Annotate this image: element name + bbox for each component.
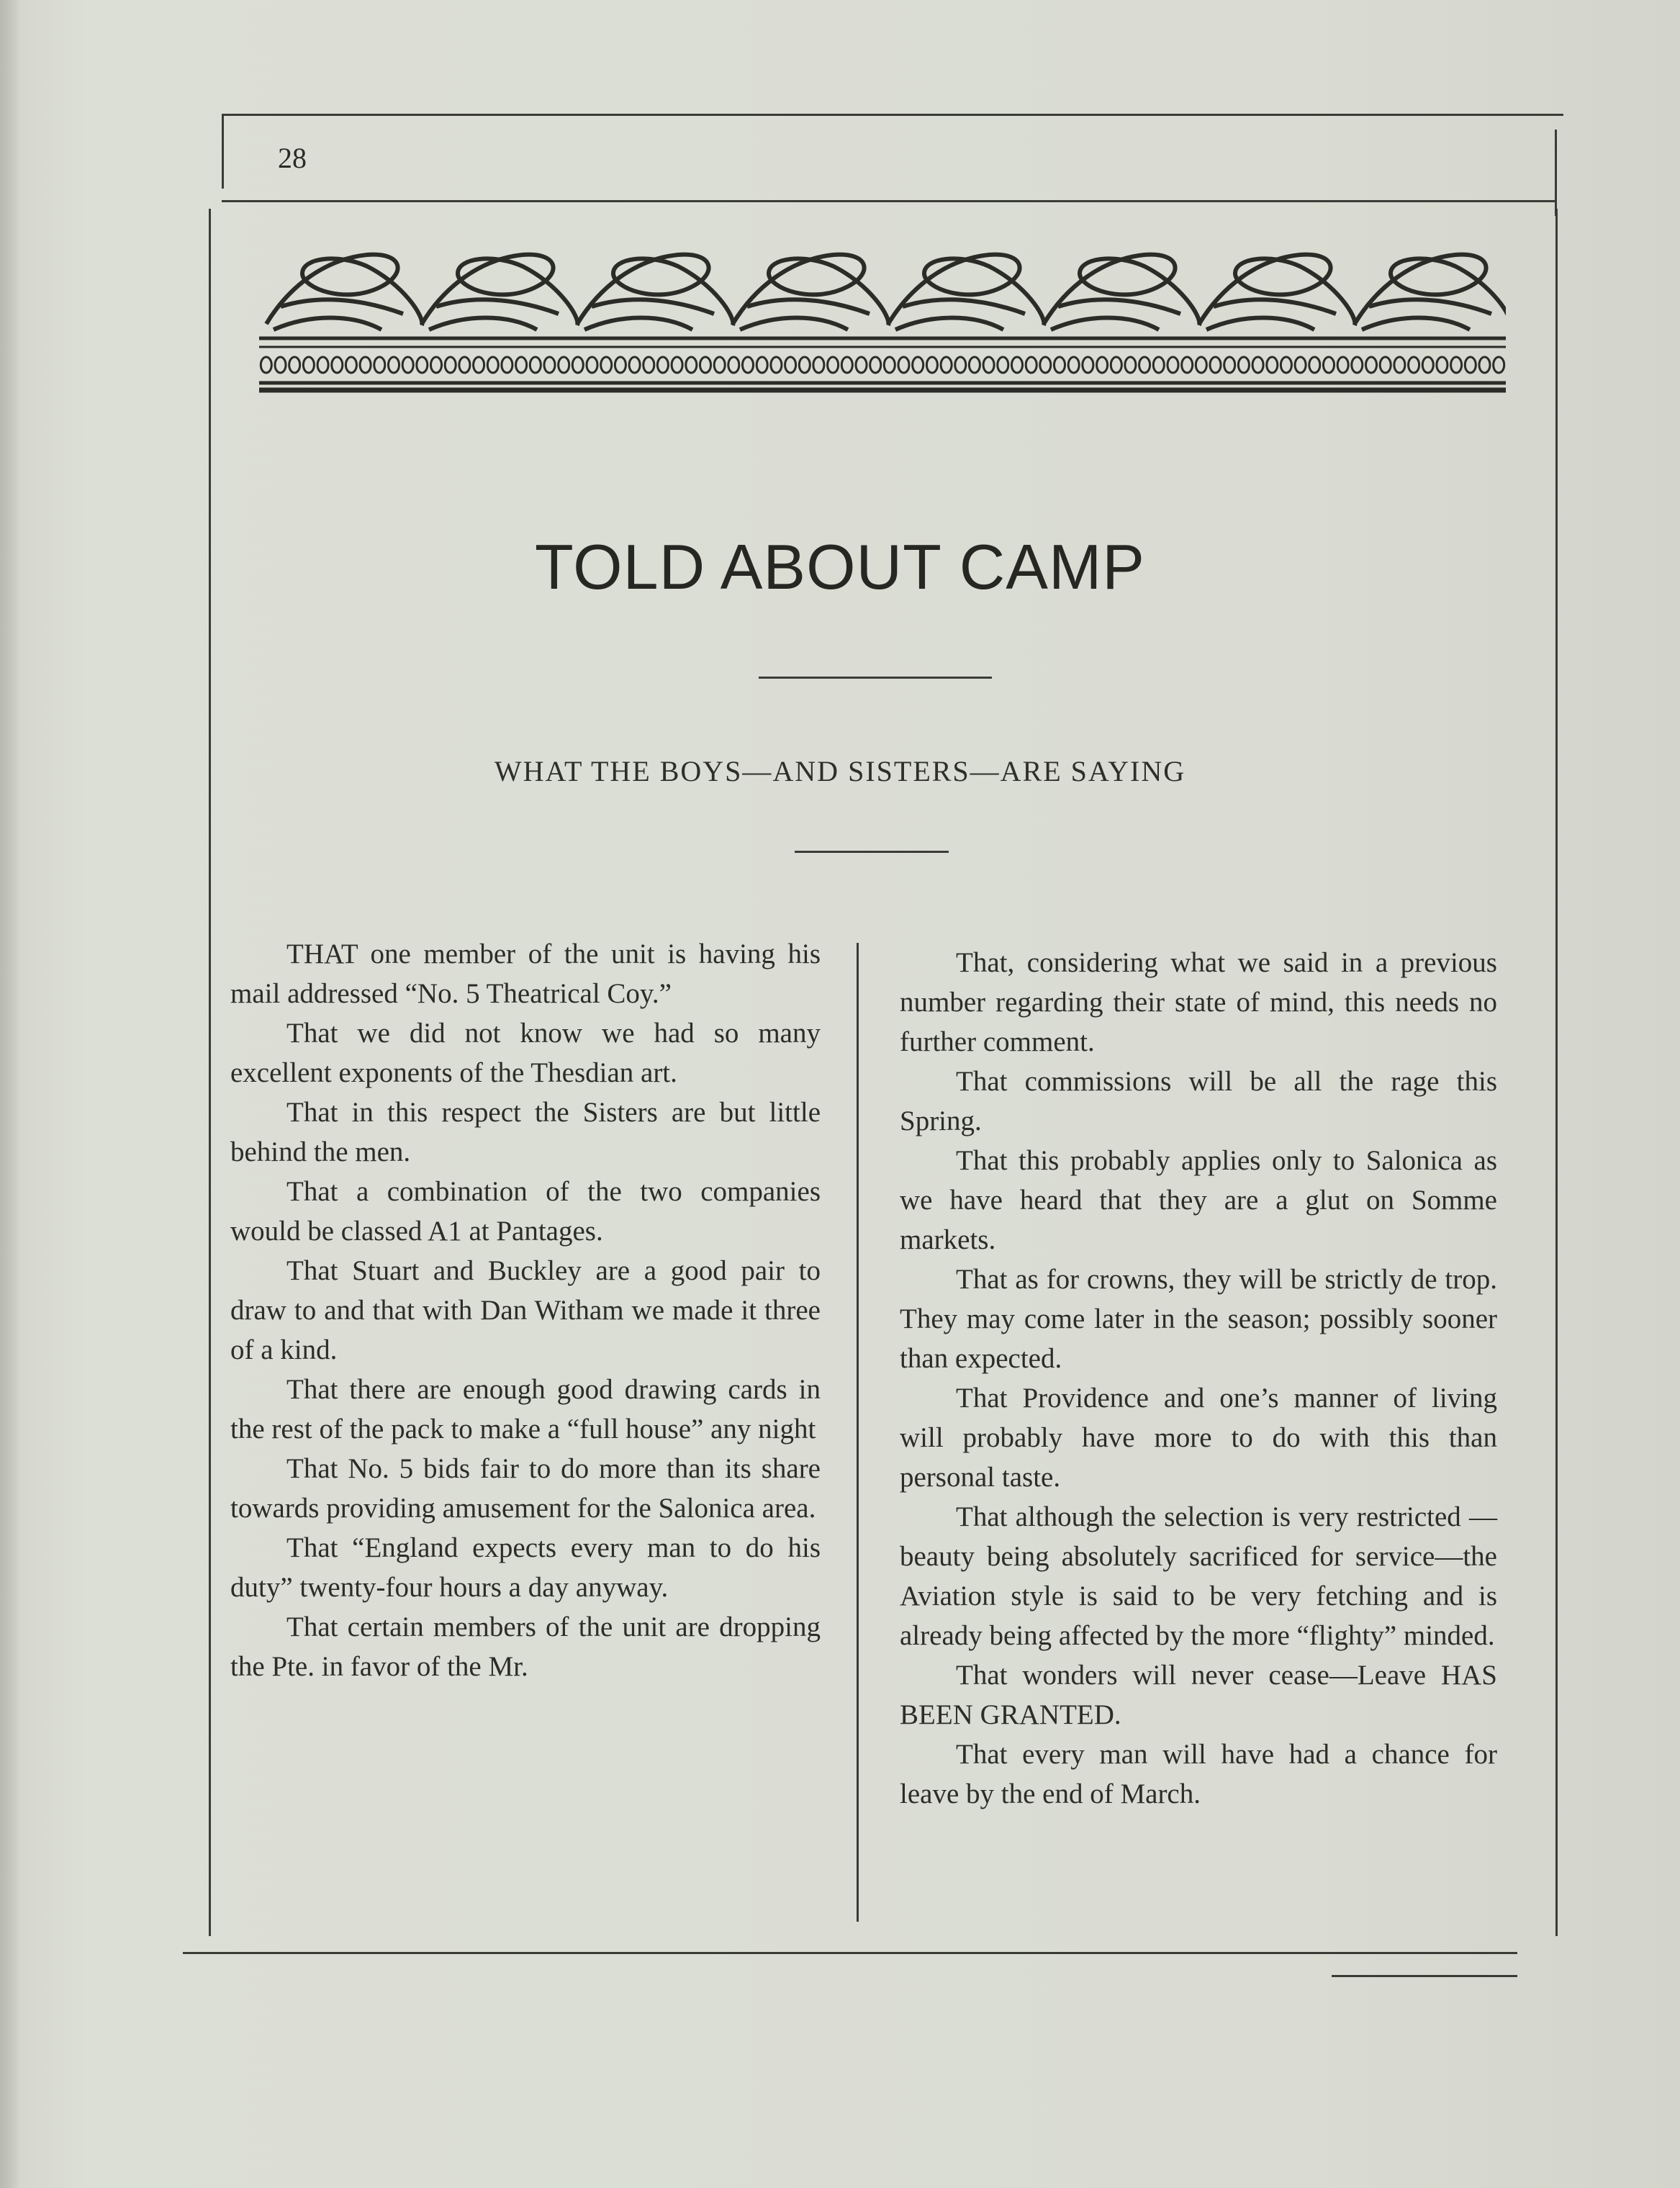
bead [686, 357, 697, 373]
bead [445, 357, 456, 373]
knot-strand [1206, 299, 1336, 330]
article-title: TOLD ABOUT CAMP [535, 531, 1145, 602]
bead [615, 357, 626, 373]
bead [1083, 357, 1093, 373]
bead [969, 357, 980, 373]
bead [417, 357, 428, 373]
bead [1437, 357, 1448, 373]
right-paragraph: That although the selection is very restricted — beauty being absolutely sacrificed for service—the Aviation style is said to be very fetching and is already being affected by the more “flighty” minded. [900, 1501, 1497, 1651]
knot-loop [733, 255, 888, 325]
bead [1125, 357, 1136, 373]
bead [1026, 357, 1037, 373]
bead [289, 357, 300, 373]
knot-strand [740, 299, 870, 330]
bead [317, 357, 328, 373]
bead [261, 357, 271, 373]
bottom-rule [183, 1952, 1517, 1954]
bead [544, 357, 555, 373]
bead [1040, 357, 1051, 373]
bead [1210, 357, 1221, 373]
bead [813, 357, 824, 373]
header-right-rule [1555, 130, 1557, 216]
top-rule [223, 114, 1563, 116]
bead [926, 357, 937, 373]
bead [1494, 357, 1504, 373]
bead [1168, 357, 1178, 373]
right-paragraph: That commissions will be all the rage this Spring. [900, 1066, 1497, 1136]
bead [275, 357, 286, 373]
bead [474, 357, 484, 373]
binding-shadow [0, 0, 20, 2188]
bead [1068, 357, 1079, 373]
subtitle-divider [795, 851, 949, 853]
bead [856, 357, 867, 373]
bead [587, 357, 597, 373]
left-paragraph: THAT one member of the unit is having his mail addressed “No. 5 Theatrical Coy.” [230, 939, 821, 1009]
bead [757, 357, 767, 373]
knot-strand [584, 299, 714, 330]
bead [1479, 357, 1490, 373]
bead [1295, 357, 1306, 373]
bead [743, 357, 754, 373]
left-paragraph: That a combination of the two companies would be classed A1 at Pantages. [230, 1176, 821, 1247]
knot-loop [266, 255, 422, 325]
bead [629, 357, 640, 373]
bead [374, 357, 385, 373]
bead [1267, 357, 1278, 373]
bead [1153, 357, 1164, 373]
bead [1337, 357, 1348, 373]
bead [1182, 357, 1193, 373]
bead [332, 357, 343, 373]
celtic-knot-ornament [259, 245, 1506, 403]
bead [983, 357, 994, 373]
left-paragraph: That “England expects every man to do his duty” twenty-four hours a day anyway. [230, 1532, 821, 1603]
knot-strand [895, 299, 1025, 330]
bead [898, 357, 909, 373]
left-paragraph: That there are enough good drawing cards in the rest of the pack to make a “full house” any night [230, 1374, 821, 1445]
bead [1394, 357, 1405, 373]
header-rule [222, 200, 1556, 202]
bead [502, 357, 512, 373]
bead [572, 357, 583, 373]
header-left-rule [222, 114, 224, 189]
bead [828, 357, 839, 373]
knot-strand [429, 299, 559, 330]
left-paragraph: That in this respect the Sisters are but little behind the men. [230, 1097, 821, 1167]
knot-strand [274, 299, 403, 330]
bead [1451, 357, 1462, 373]
left-paragraph: That No. 5 bids fair to do more than its share towards providing amusement for the Salonica area. [230, 1453, 821, 1524]
right-paragraph: That Providence and one’s manner of living will probably have more to do with this than personal taste. [900, 1383, 1497, 1493]
bead [1139, 357, 1150, 373]
right-paragraph: That wonders will never cease—Leave HAS BEEN GRANTED. [900, 1660, 1497, 1730]
bead [1409, 357, 1419, 373]
bead [1309, 357, 1320, 373]
bead [1324, 357, 1334, 373]
bead [714, 357, 725, 373]
bead [799, 357, 810, 373]
left-paragraph: That we did not know we had so many excellent exponents of the Thesdian art. [230, 1018, 821, 1088]
bead [700, 357, 711, 373]
article-subtitle: WHAT THE BOYS—AND SISTERS—ARE SAYING [494, 755, 1186, 787]
bottom-rule-tail [1332, 1975, 1517, 1977]
left-paragraph: That certain members of the unit are dropping the Pte. in favor of the Mr. [230, 1611, 821, 1682]
left-paragraph: That Stuart and Buckley are a good pair to draw to and that with Dan Witham we made it three of a kind. [230, 1255, 821, 1365]
bead [728, 357, 739, 373]
bead [841, 357, 852, 373]
bead [1097, 357, 1108, 373]
bead [360, 357, 371, 373]
right-paragraph: That as for crowns, they will be strictly de trop. They may come later in the season; possibly sooner than expected. [900, 1264, 1497, 1374]
bead [1196, 357, 1206, 373]
bead [402, 357, 413, 373]
column-divider [857, 943, 859, 1922]
knot-strand [1051, 299, 1180, 330]
bead [672, 357, 682, 373]
bead [389, 357, 399, 373]
bead [1281, 357, 1291, 373]
knot-strand [1362, 299, 1491, 330]
bead [785, 357, 796, 373]
bead [1380, 357, 1391, 373]
right-paragraph: That every man will have had a chance for leave by the end of March. [900, 1739, 1497, 1809]
bead [1224, 357, 1235, 373]
bead [884, 357, 895, 373]
bead [1238, 357, 1249, 373]
bead [955, 357, 966, 373]
bead [1054, 357, 1065, 373]
page-number: 28 [278, 142, 307, 174]
right-paragraph: That, considering what we said in a previous number regarding their state of mind, this needs no further comment. [900, 947, 1497, 1057]
bead [1366, 357, 1377, 373]
title-divider [759, 677, 992, 679]
bead [431, 357, 442, 373]
bead [1012, 357, 1023, 373]
bead [601, 357, 612, 373]
knot-loop [1199, 255, 1355, 325]
right-column [900, 943, 1497, 1814]
bead [559, 357, 569, 373]
bead [771, 357, 782, 373]
bead [913, 357, 923, 373]
bead [459, 357, 470, 373]
bead [941, 357, 952, 373]
bead [530, 357, 541, 373]
bead [346, 357, 356, 373]
bead [516, 357, 527, 373]
bead [1352, 357, 1363, 373]
left-column [230, 934, 821, 1686]
knot-loop [1044, 255, 1199, 325]
knot-loop [577, 255, 733, 325]
bead [1111, 357, 1121, 373]
bead [870, 357, 881, 373]
bead [1422, 357, 1433, 373]
bead [1252, 357, 1263, 373]
right-paragraph: That this probably applies only to Salonica as we have heard that they are a glut on Somme markets. [900, 1145, 1497, 1255]
knot-loop [1355, 255, 1506, 325]
knot-loop [888, 255, 1044, 325]
bead [303, 357, 314, 373]
bead [1465, 357, 1476, 373]
knot-loop [422, 255, 577, 325]
bead [487, 357, 498, 373]
bead [998, 357, 1008, 373]
bead [657, 357, 668, 373]
bead [643, 357, 654, 373]
